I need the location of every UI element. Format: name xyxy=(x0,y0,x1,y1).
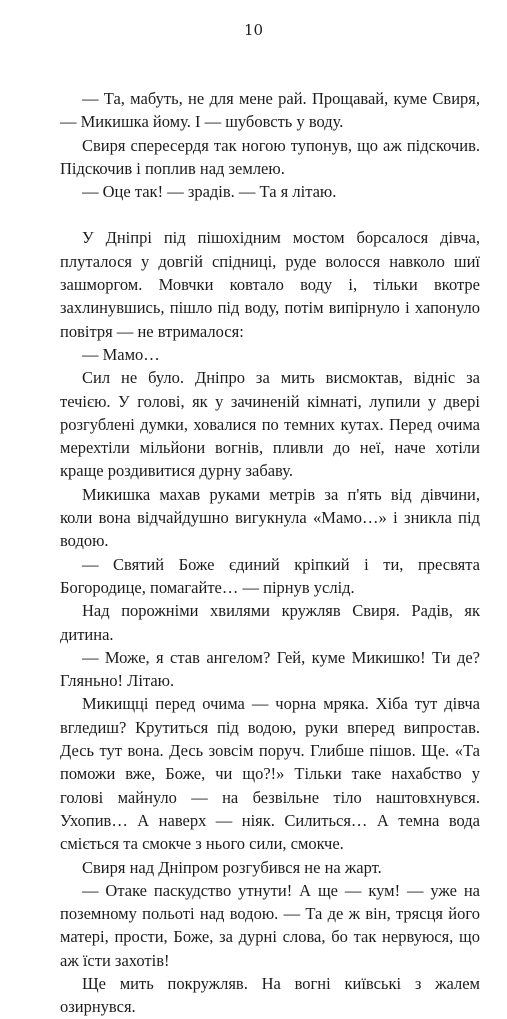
paragraph: — Оце так! — зрадів. — Та я літаю. xyxy=(82,182,337,202)
body-text xyxy=(60,87,480,1019)
paragraph: Свиря над Дніпром розгубився не на жарт. xyxy=(82,857,382,877)
page-number: 10 xyxy=(243,21,264,39)
paragraph: Над порожніми хвилями кружляв Свиря. Радів, як дитина. xyxy=(60,601,480,644)
paragraph: — Святий Боже єдиний кріпкий і ти, пресвята Богородице, помагайте… — пірнув услід. xyxy=(60,554,480,597)
paragraph: У Дніпрі під пішохідним мостом борсалося дівча, плуталося у довгій спідниці, руде волосся навколо шиї зашморгом. Мовчки ковтало воду і, тільки вкотре захлинувшись, пішло під воду, потім випірнуло і хапонуло повітря — не втрималося: xyxy=(60,228,480,341)
paragraph: — Мамо… xyxy=(82,344,160,364)
paragraph: — Отаке паскудство утнути! А ще — кум! — уже на поземному польоті над водою. — Та де ж він, трясця його матері, прости, Боже, за дурні слова, бо так нервуюся, що аж їсти захотів! xyxy=(60,880,480,970)
paragraph: Микишка махав руками метрів за п'ять від дівчини, коли вона відчайдушно вигукнула «Мамо…» і зникла під водою. xyxy=(60,484,480,551)
paragraph: — Та, мабуть, не для мене рай. Прощавай, куме Свиря, — Микишка йому. І — шубовсть у воду. xyxy=(60,89,480,132)
paragraph: Свиря спересердя так ногою тупонув, що аж підскочив. Підскочив і поплив над землею. xyxy=(60,135,480,178)
paragraph: — Може, я став ангелом? Гей, куме Микишко! Ти де? Гляньно! Літаю. xyxy=(60,647,480,691)
paragraph: Сил не було. Дніпро за мить висмоктав, відніс за течією. У голові, як у зачиненій кімнаті, лупили у двері розгублені думки, ховалися по темних кутах. Перед очима мерехтіли мільйони вогнів, пливли до неї, наче хотіли краще роздивитися дурну забаву. xyxy=(60,368,480,481)
paragraph: Ще мить покружляв. На вогні київські з жалем озирнувся. xyxy=(60,973,480,1017)
paragraph: Микищці перед очима — чорна мряка. Хіба тут дівча вгледиш? Крутиться під водою, руки вперед випростав. Десь тут вона. Десь зовсім поруч. Глибше пішов. Ще. «Та поможи вже, Боже, чи що?!» Тільки таке нахабство у голові майнуло — на безвільне тіло наштовхнувся. Ухопив… А наверх — ніяк. Силиться… А темна вода сміється та смокче з нього сили, смокче. xyxy=(60,694,480,854)
